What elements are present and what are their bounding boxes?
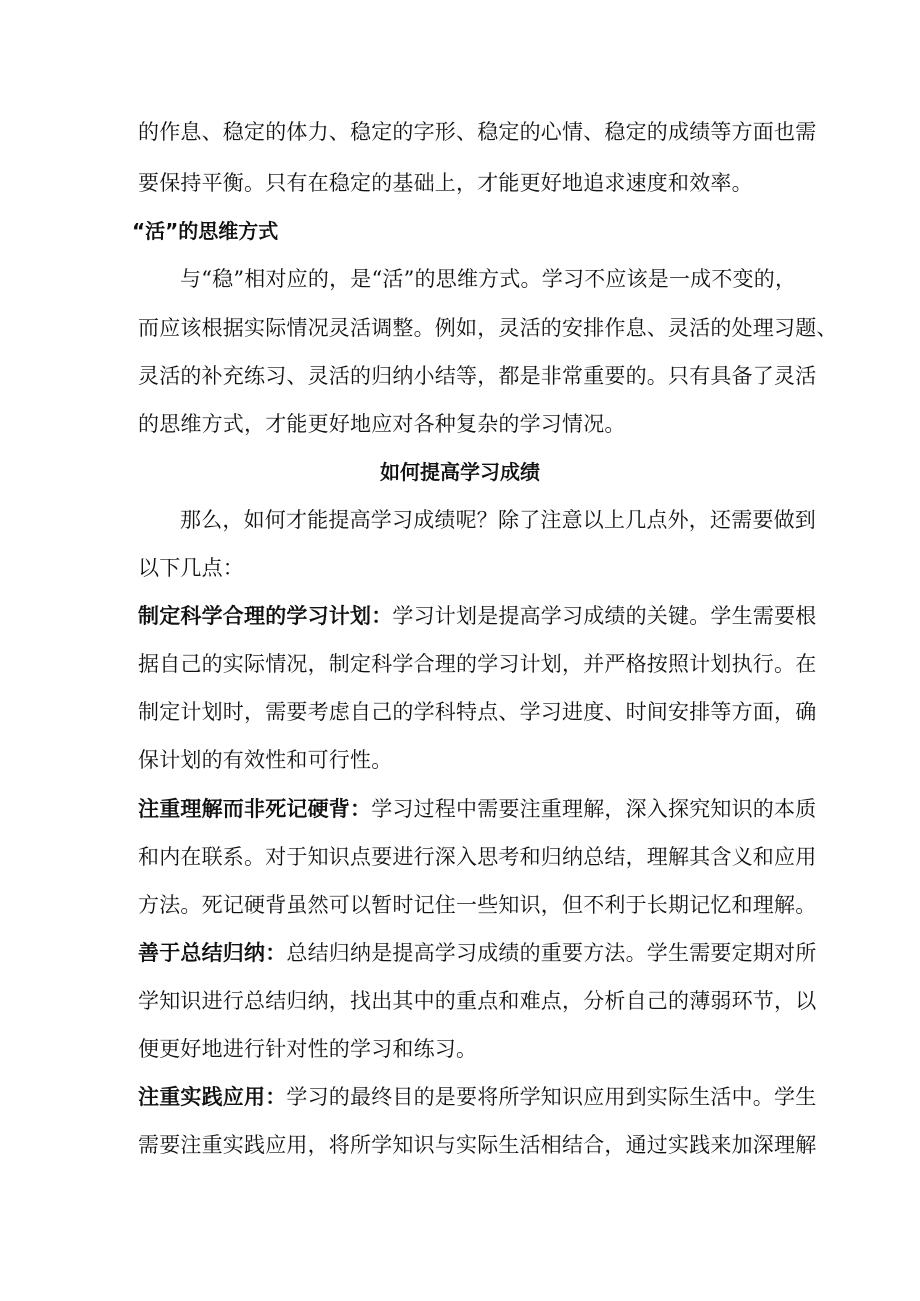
item-label: 善于总结归纳： [138,941,287,965]
section-heading: “活”的思维方式 [132,219,279,243]
paragraph-line: 要保持平衡。只有在稳定的基础上，才能更好地追求速度和效率。 [138,171,753,195]
paragraph-line: 学知识进行总结归纳，找出其中的重点和难点，分析自己的薄弱环节，以 [138,989,817,1013]
paragraph-line [138,1082,816,1112]
paragraph-line: 需要注重实践应用，将所学知识与实际生活相结合，通过实践来加深理解 [138,1133,817,1157]
item-label: 注重实践应用： [138,1085,287,1109]
paragraph-line: 保计划的有效性和可行性。 [138,748,393,772]
paragraph-line: 以下几点： [138,556,244,580]
paragraph-line [138,938,816,968]
paragraph-line: 那么，如何才能提高学习成绩呢？除了注意以上几点外，还需要做到 [180,508,816,532]
paragraph-line [138,601,816,631]
paragraph-line: 制定计划时，需要考虑自己的学科特点、学习进度、时间安排等方面，确 [138,700,817,724]
paragraph-line [138,794,816,824]
item-text: 学习计划是提高学习成绩的关键。学生需要根 [392,604,817,628]
item-label: 制定科学合理的学习计划： [138,604,393,628]
item-label: 注重理解而非死记硬背： [138,797,372,821]
item-text: 学习的最终目的是要将所学知识应用到实际生活中。学生 [286,1085,817,1109]
paragraph-line: 的思维方式，才能更好地应对各种复杂的学习情况。 [138,412,626,436]
paragraph-line: 方法。死记硬背虽然可以暂时记住一些知识，但不利于长期记忆和理解。 [138,893,817,917]
paragraph-line: 据自己的实际情况，制定科学合理的学习计划，并严格按照计划执行。在 [138,652,817,676]
item-text: 学习过程中需要注重理解，深入探究知识的本质 [371,797,817,821]
paragraph-line: 和内在联系。对于知识点要进行深入思考和归纳总结，理解其含义和应用 [138,845,817,869]
paragraph-line: 而应该根据实际情况灵活调整。例如，灵活的安排作息、灵活的处理习题、 [138,316,838,340]
paragraph-line: 与“稳”相对应的，是“活”的思维方式。学习不应该是一成不变的， [180,267,797,291]
section-title: 如何提高学习成绩 [380,460,540,484]
paragraph-line: 的作息、稳定的体力、稳定的字形、稳定的心情、稳定的成绩等方面也需 [138,120,817,144]
paragraph-line: 便更好地进行针对性的学习和练习。 [138,1037,478,1061]
paragraph-line: 灵活的补充练习、灵活的归纳小结等，都是非常重要的。只有具备了灵活 [138,364,817,388]
item-text: 总结归纳是提高学习成绩的重要方法。学生需要定期对所 [286,941,817,965]
